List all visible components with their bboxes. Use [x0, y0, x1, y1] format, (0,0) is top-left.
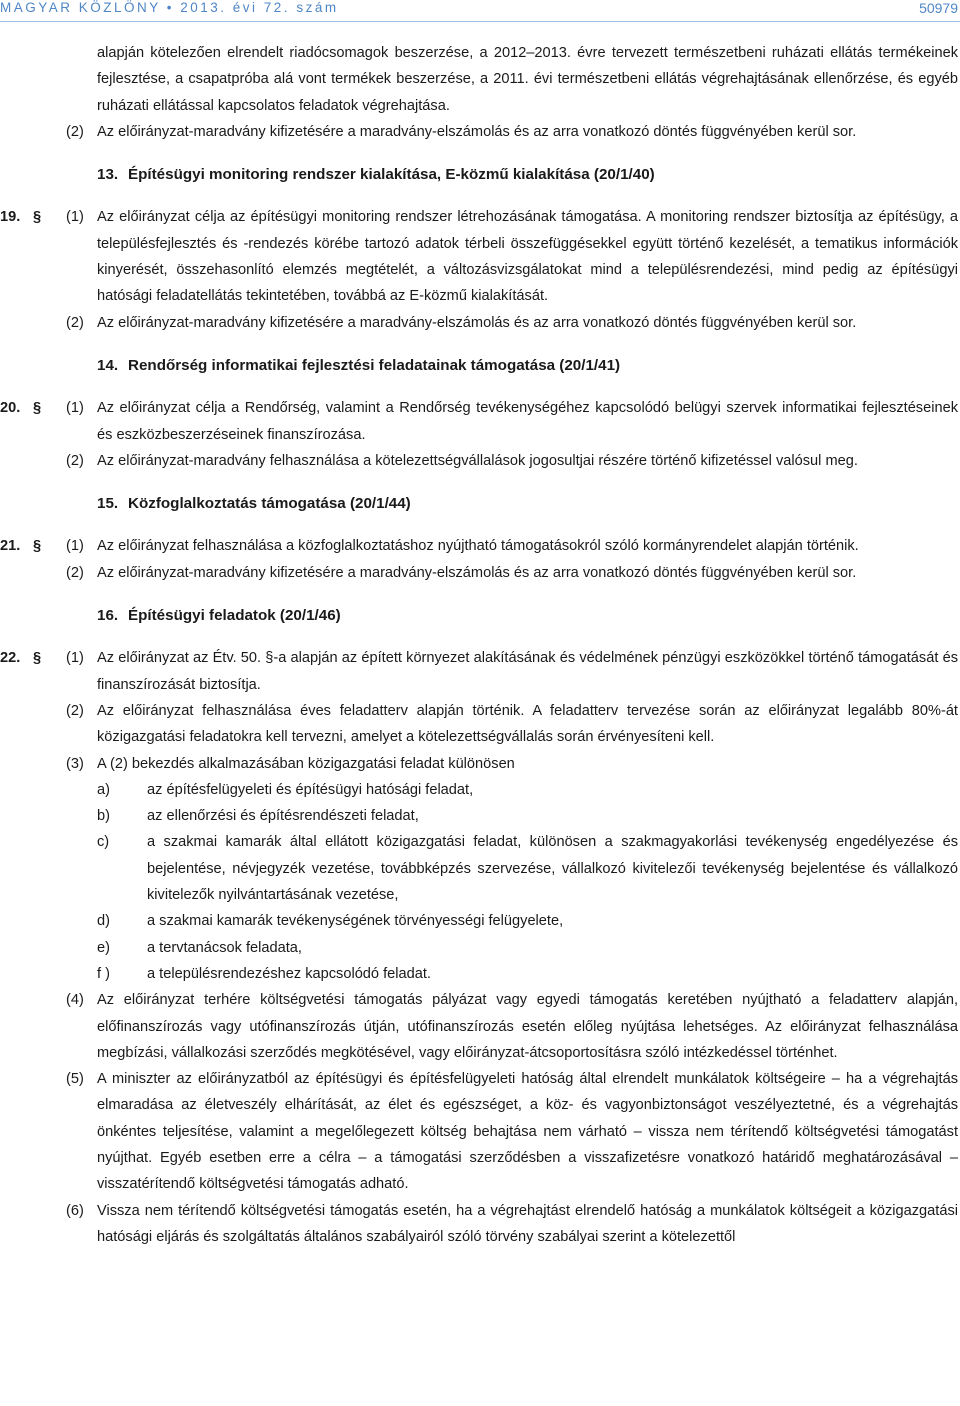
paragraph [0, 448, 958, 474]
paragraph-number: (2) [66, 452, 84, 469]
heading-number: 15. [97, 495, 119, 513]
section-sign: § [33, 400, 42, 417]
paragraph-text: A miniszter az előirányzatból az építésügyi és építésfelügyeleti hatóság által elrendelt munkálatok költségeire – ha a végrehajtás elmaradása az életveszély elhárítását, az élet és egészséget, a köz- és vagyonbiztonságot veszélyeztetné, és a végrehajtás önkéntes teljesítése, valamint a megelőlegezett költség behajtása nem várható – vissza nem térítendő költségvetési támogatást nyújthat. Egyéb esetben erre a célra – a támogatási szerződésben a visszafizetésre vonatkozó határidő meghatározásával – visszatérítendő költségvetési támogatás adható. [97, 1071, 958, 1193]
paragraph-text: Az előirányzat-maradvány kifizetésére a maradvány-elszámolás és az arra vonatkozó döntés függvényében kerül sor. [97, 564, 857, 581]
section-number: 21. [0, 538, 21, 555]
paragraph-text: Az előirányzat terhére költségvetési támogatás pályázat vagy egyedi támogatás keretében nyújtható a feladatterv alapján, előfinanszírozás vagy utófinanszírozás útján, utófinanszírozás esetén előleg nyújtása lehetséges. Az előirányzat felhasználása megbízási, vállalkozási szerződés megkötésével, vagy előirányzat-átcsoportosításra szóló intézkedéssel történhet. [97, 992, 958, 1061]
paragraph [0, 645, 958, 698]
paragraph [0, 987, 958, 1066]
heading-title: Építésügyi monitoring rendszer kialakítása, E-közmű kialakítása (20/1/40) [128, 166, 655, 184]
paragraph-text: Az előirányzat felhasználása éves feladatterv alapján történik. A feladatterv tervezése során az előirányzat legalább 80%-át közigazgatási feladatokra kell tervezni, amelyet a kötelezettségvállalás során érvényesíteni kell. [97, 702, 958, 746]
paragraph [0, 1198, 958, 1251]
continued-paragraph: alapján kötelezően elrendelt riadócsomagok beszerzése, a 2012–2013. évre tervezett természetbeni ruházati ellátás termékeinek fejlesztése, a csapatpróba alá vont termékek beszerzése, a 2011. évi természetbeni ellátás végrehajtásának ellenőrzése, és egyéb ruházati ellátással kapcsolatos feladatok végrehajtása. [97, 45, 958, 114]
paragraph-text: Az előirányzat-maradvány felhasználása a kötelezettségvállalások jogosultjai részére történő kifizetéssel valósul meg. [97, 452, 858, 469]
paragraph [0, 1066, 958, 1197]
paragraph-text: Vissza nem térítendő költségvetési támogatás esetén, ha a végrehajtást elrendelő hatóság a munkálatok költségeit a közigazgatási hatósági eljárás és szolgáltatás általános szabályairól szóló törvény szabályai szerint a kötelezettől [97, 1202, 958, 1245]
list-item [0, 803, 958, 829]
paragraph-number: (2) [66, 564, 84, 581]
list-item [0, 829, 958, 908]
paragraph-number: (1) [66, 400, 84, 417]
paragraph-number: (3) [66, 755, 84, 772]
journal-title: MAGYAR KÖZLÖNY • 2013. évi 72. szám [0, 0, 339, 15]
list-item-text: a tervtanácsok feladata, [147, 939, 302, 956]
list-item-text: a szakmai kamarák tevékenységének törvényességi felügyelete, [147, 913, 564, 930]
paragraph-text: Az előirányzat-maradvány kifizetésére a maradvány-elszámolás és az arra vonatkozó döntés függvényében kerül sor. [97, 314, 857, 331]
list-item-text: az építésfelügyeleti és építésügyi hatósági feladat, [147, 781, 474, 798]
paragraph [0, 533, 958, 559]
paragraph-number: (1) [66, 538, 84, 555]
paragraph-text: Az előirányzat célja a Rendőrség, valamint a Rendőrség tevékenységéhez kapcsolódó belügyi szervek informatikai fejlesztéseinek és eszközbeszerzéseinek finanszírozása. [97, 400, 958, 443]
paragraph [0, 698, 958, 751]
section-21 [0, 533, 958, 586]
section-heading [0, 353, 958, 379]
section-20 [0, 395, 958, 474]
section-heading [0, 603, 958, 629]
heading-title: Rendőrség informatikai fejlesztési feladatainak támogatása (20/1/41) [128, 356, 621, 374]
list-item-text: az ellenőrzési és építésrendészeti feladat, [147, 808, 419, 825]
paragraph-text: Az előirányzat az Étv. 50. §-a alapján az épített környezet alakításának és védelmének pénzügyi eszközökkel történő támogatását és finanszírozását biztosítja. [97, 650, 958, 693]
heading-title: Közfoglalkoztatás támogatása (20/1/44) [128, 495, 411, 513]
heading-number: 13. [97, 166, 119, 184]
paragraph-text: Az előirányzat célja az építésügyi monitoring rendszer létrehozásának támogatása. A monitoring rendszer biztosítja az építésügy, a településfejlesztés és -rendezés körébe tartozó adatok térbeli összefüggésekkel együtt történő kezelését, a tematikus információk kinyerését, összehasonlító elemzés megtételét, a változásvizsgálatokat mind a településrendezési, mind pedig az építésügyi hatósági feladatellátás tekintetében, továbbá az E-közmű kialakítását. [97, 209, 958, 305]
paragraph [0, 204, 958, 309]
paragraph [0, 560, 958, 586]
paragraph [0, 751, 958, 777]
heading-number: 16. [97, 607, 119, 625]
list-item-letter: c) [97, 834, 110, 851]
section-sign: § [33, 209, 42, 226]
page-header [0, 0, 960, 22]
list-item-letter: f ) [97, 965, 110, 982]
paragraph-number: (2) [66, 123, 84, 140]
list-item-letter: a) [97, 781, 110, 798]
section-number: 22. [0, 650, 21, 667]
section-sign: § [33, 538, 42, 555]
heading-number: 14. [97, 356, 119, 374]
paragraph-number: (1) [66, 209, 84, 226]
section-number: 20. [0, 400, 21, 417]
page-number: 50979 [919, 0, 958, 16]
paragraph-number: (5) [66, 1071, 84, 1088]
paragraph [0, 395, 958, 448]
paragraph-number: (4) [66, 992, 84, 1009]
section-heading [0, 491, 958, 517]
paragraph-number: (2) [66, 702, 84, 719]
list-item [0, 777, 958, 803]
list-item-letter: d) [97, 913, 110, 930]
paragraph-number: (2) [66, 314, 84, 331]
section-sign: § [33, 650, 42, 667]
section-19 [0, 204, 958, 335]
heading-title: Építésügyi feladatok (20/1/46) [128, 607, 341, 625]
section-22 [0, 645, 958, 1250]
paragraph-text: A (2) bekezdés alkalmazásában közigazgatási feladat különösen [97, 755, 515, 772]
list-item-text: a szakmai kamarák által ellátott közigazgatási feladat, különösen a szakmagyakorlási tevékenység engedélyezése és bejelentése, névjegyzék vezetése, továbbképzés szervezése, vállalkozó kivitelezői tevékenység bejelentése és vállalkozó kivitelezők nyilvántartásának vezetése, [147, 834, 958, 904]
list-item [0, 961, 958, 987]
header-rule [0, 21, 960, 22]
paragraph-number: (6) [66, 1202, 84, 1219]
section-heading [0, 162, 958, 188]
paragraph-number: (1) [66, 650, 84, 667]
list-item-letter: b) [97, 808, 110, 825]
list-item-letter: e) [97, 939, 110, 956]
list-item [0, 908, 958, 934]
paragraph-text: Az előirányzat-maradvány kifizetésére a maradvány-elszámolás és az arra vonatkozó döntés függvényében kerül sor. [97, 123, 857, 140]
section-number: 19. [0, 209, 21, 226]
document-body [0, 40, 958, 1250]
paragraph [0, 310, 958, 336]
paragraph-text: Az előirányzat felhasználása a közfoglalkoztatáshoz nyújtható támogatásokról szóló kormányrendelet alapján történik. [97, 538, 859, 555]
paragraph [0, 119, 958, 145]
list-item-text: a településrendezéshez kapcsolódó feladat. [147, 965, 431, 982]
list-item [0, 935, 958, 961]
